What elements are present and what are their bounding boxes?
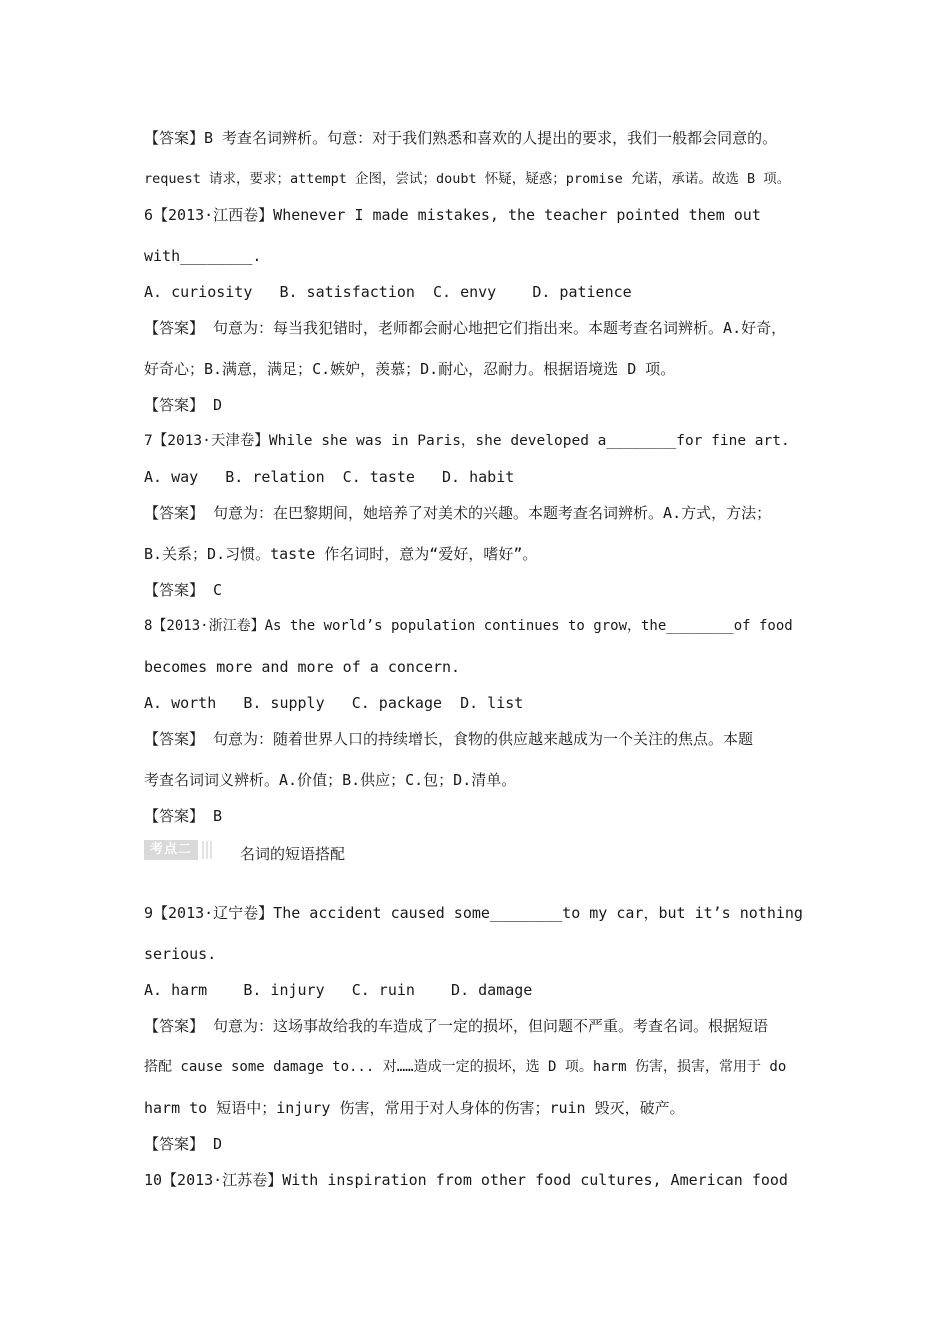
question-7-stem: 7【2013·天津卷】While she was in Paris，she developed a________for fine art. bbox=[144, 433, 790, 449]
answer-explanation: 【答案】 句意为：这场事故给我的车造成了一定的损坏，但问题不严重。考查名词。根据短语 bbox=[144, 1017, 769, 1035]
answer-explanation: 好奇心；B.满意，满足；C.嫉妒，羡慕；D.耐心，忍耐力。根据语境选 D 项。 bbox=[144, 360, 676, 378]
answer-key: 【答案】 D bbox=[144, 1135, 223, 1153]
answer-explanation: 【答案】 句意为：在巴黎期间，她培养了对美术的兴趣。本题考查名词辨析。A.方式，方法； bbox=[144, 504, 772, 522]
question-8-options: A. worth B. supply C. package D. list bbox=[144, 694, 524, 712]
answer-explanation: B.关系；D.习惯。taste 作名词时，意为“爱好，嗜好”。 bbox=[144, 545, 538, 563]
section-title: 名词的短语搭配 bbox=[240, 845, 346, 863]
question-7-options: A. way B. relation C. taste D. habit bbox=[144, 468, 515, 486]
question-6-stem-cont: with________. bbox=[144, 247, 262, 265]
text-line: request 请求，要求；attempt 企图，尝试；doubt 怀疑，疑惑；promise 允诺，承诺。故选 B 项。 bbox=[144, 171, 791, 187]
section-badge-stripes bbox=[200, 841, 212, 859]
section-marker bbox=[144, 840, 214, 860]
answer-explanation: 搭配 cause some damage to... 对……造成一定的损坏，选 D 项。harm 伤害，损害，常用于 do bbox=[144, 1059, 787, 1075]
question-9-stem-cont: serious. bbox=[144, 945, 217, 963]
question-6-options: A. curiosity B. satisfaction C. envy D. patience bbox=[144, 283, 632, 301]
answer-key: 【答案】 C bbox=[144, 581, 223, 599]
answer-key: 【答案】 D bbox=[144, 396, 223, 414]
section-badge: 考点二 bbox=[144, 840, 198, 860]
question-8-stem-cont: becomes more and more of a concern. bbox=[144, 658, 461, 676]
question-6-stem: 6【2013·江西卷】Whenever I made mistakes, the teacher pointed them out bbox=[144, 206, 761, 224]
answer-key: 【答案】 B bbox=[144, 807, 223, 825]
answer-explanation: 考查名词词义辨析。A.价值；B.供应；C.包；D.清单。 bbox=[144, 771, 517, 789]
text-line: 【答案】B 考查名词辨析。句意：对于我们熟悉和喜欢的人提出的要求，我们一般都会同意的。 bbox=[144, 129, 778, 147]
answer-explanation: harm to 短语中；injury 伤害，常用于对人身体的伤害；ruin 毁灭，破产。 bbox=[144, 1099, 685, 1117]
question-9-stem: 9【2013·辽宁卷】The accident caused some________to my car，but it’s nothing bbox=[144, 904, 803, 922]
answer-explanation: 【答案】 句意为：每当我犯错时，老师都会耐心地把它们指出来。本题考查名词辨析。A.好奇， bbox=[144, 319, 787, 337]
question-10-stem: 10【2013·江苏卷】With inspiration from other food cultures, American food bbox=[144, 1171, 788, 1189]
question-9-options: A. harm B. injury C. ruin D. damage bbox=[144, 981, 533, 999]
question-8-stem: 8【2013·浙江卷】As the world’s population continues to grow，the________of food bbox=[144, 618, 793, 634]
answer-explanation: 【答案】 句意为：随着世界人口的持续增长，食物的供应越来越成为一个关注的焦点。本题 bbox=[144, 730, 754, 748]
